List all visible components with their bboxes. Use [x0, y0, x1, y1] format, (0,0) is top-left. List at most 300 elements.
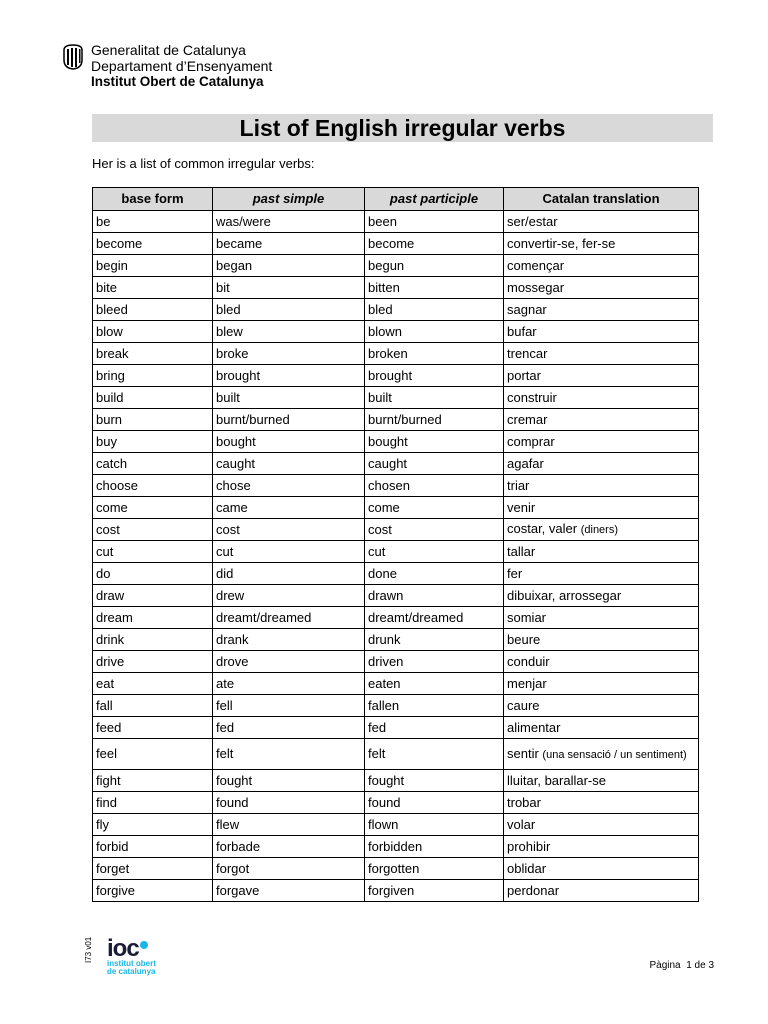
cell-catalan-translation [504, 607, 699, 629]
cell-catalan-translation [504, 792, 699, 814]
cell-base-form-text: fall [96, 697, 113, 713]
cell-catalan-translation [504, 453, 699, 475]
cell-past-simple [213, 453, 365, 475]
table-row [93, 497, 699, 519]
cell-past-participle-text: dreamt/dreamed [368, 609, 464, 625]
cell-past-simple-text: bled [216, 301, 241, 317]
cell-past-simple-text: bit [216, 279, 230, 295]
cell-past-simple-text: blew [216, 323, 243, 339]
cell-past-participle-text: felt [368, 746, 386, 761]
table-row [93, 880, 699, 902]
ioc-dot-icon [140, 941, 148, 949]
cell-past-participle [365, 299, 504, 321]
cell-past-participle [365, 211, 504, 233]
cell-past-simple-text: forgave [216, 882, 260, 898]
cell-past-simple [213, 343, 365, 365]
cell-base-form [93, 299, 213, 321]
cell-past-simple-text: became [216, 235, 263, 251]
cell-catalan-translation-text: costar, valer [507, 521, 578, 536]
table-row [93, 343, 699, 365]
cell-past-participle-text: blown [368, 323, 402, 339]
cell-catalan-translation [504, 695, 699, 717]
table-row [93, 607, 699, 629]
cell-past-participle-text: driven [368, 653, 404, 669]
cell-base-form-text: build [96, 389, 124, 405]
cell-base-form [93, 211, 213, 233]
cell-base-form [93, 541, 213, 563]
cell-past-participle [365, 585, 504, 607]
cell-base-form [93, 739, 213, 770]
cell-past-simple-text: caught [216, 455, 256, 471]
cell-past-simple-text: built [216, 389, 240, 405]
cell-base-form [93, 233, 213, 255]
cell-catalan-translation [504, 519, 699, 541]
ioc-logo-sub1: institut obert [107, 959, 156, 968]
cell-base-form [93, 836, 213, 858]
cell-past-simple [213, 770, 365, 792]
cell-past-simple [213, 475, 365, 497]
cell-catalan-translation [504, 387, 699, 409]
cell-catalan-translation [504, 836, 699, 858]
cell-past-participle-text: fallen [368, 697, 400, 713]
cell-past-participle [365, 880, 504, 902]
cell-catalan-translation-text: lluitar, barallar-se [507, 772, 606, 788]
cell-past-simple [213, 880, 365, 902]
cell-past-participle [365, 541, 504, 563]
document-code: I73 v01 [84, 936, 93, 963]
header-line-departament: Departament d’Ensenyament [91, 58, 273, 74]
cell-catalan-translation-text: ser/estar [507, 213, 558, 229]
cell-catalan-translation [504, 431, 699, 453]
cell-past-simple [213, 717, 365, 739]
cell-past-simple-text: fell [216, 697, 233, 713]
cell-past-simple [213, 695, 365, 717]
cell-past-participle [365, 519, 504, 541]
cell-past-participle [365, 695, 504, 717]
cell-catalan-translation [504, 475, 699, 497]
cell-base-form [93, 695, 213, 717]
table-row [93, 519, 699, 541]
cell-past-participle [365, 497, 504, 519]
table-row [93, 563, 699, 585]
cell-past-simple-text: found [216, 794, 249, 810]
cell-catalan-translation-text: caure [507, 697, 540, 713]
cell-catalan-translation [504, 673, 699, 695]
cell-catalan-translation [504, 563, 699, 585]
cell-past-simple [213, 792, 365, 814]
cell-past-simple [213, 211, 365, 233]
cell-base-form [93, 770, 213, 792]
cell-past-participle-text: built [368, 389, 392, 405]
column-header-base-form: base form [93, 188, 213, 211]
table-row [93, 453, 699, 475]
cell-catalan-translation [504, 585, 699, 607]
cell-past-participle-text: broken [368, 345, 408, 361]
header-line-institut: Institut Obert de Catalunya [91, 74, 264, 89]
cell-base-form-text: drink [96, 631, 125, 647]
table-row [93, 409, 699, 431]
cell-base-form [93, 255, 213, 277]
cell-catalan-translation-text: somiar [507, 609, 547, 625]
cell-past-participle [365, 453, 504, 475]
cell-catalan-translation-text: convertir-se, fer-se [507, 235, 616, 251]
page-total: 3 [708, 960, 714, 971]
cell-past-participle-text: bled [368, 301, 393, 317]
cell-base-form-text: come [96, 499, 128, 515]
cell-base-form-text: become [96, 235, 143, 251]
generalitat-logo-icon [62, 44, 84, 70]
cell-catalan-translation-text: sentir [507, 745, 539, 761]
cell-catalan-translation [504, 880, 699, 902]
cell-catalan-translation-text: cremar [507, 411, 548, 427]
cell-catalan-translation [504, 365, 699, 387]
cell-base-form-text: feed [96, 719, 122, 735]
table-row [93, 255, 699, 277]
cell-past-participle-text: fought [368, 772, 405, 788]
cell-past-participle-text: done [368, 565, 397, 581]
cell-past-participle-text: cut [368, 543, 386, 559]
table-row [93, 717, 699, 739]
page-number [649, 960, 714, 971]
ioc-logo-sub2: de catalunya [107, 967, 156, 976]
cell-past-participle [365, 673, 504, 695]
ioc-logo [107, 935, 156, 976]
table-row [93, 695, 699, 717]
table-row [93, 365, 699, 387]
cell-past-simple-text: flew [216, 816, 240, 832]
cell-base-form [93, 453, 213, 475]
cell-base-form [93, 497, 213, 519]
cell-base-form [93, 651, 213, 673]
column-header-catalan-translation: Catalan translation [504, 188, 699, 211]
cell-past-participle-text: cost [368, 521, 392, 537]
cell-catalan-translation [504, 299, 699, 321]
cell-past-participle [365, 343, 504, 365]
cell-catalan-translation-text: mossegar [507, 279, 565, 295]
cell-base-form-text: drive [96, 653, 125, 669]
cell-catalan-translation-text: conduir [507, 653, 550, 669]
table-row [93, 739, 699, 770]
cell-past-simple-text: was/were [216, 213, 271, 229]
cell-base-form-text: break [96, 345, 129, 361]
cell-base-form-text: do [96, 565, 111, 581]
cell-past-simple [213, 299, 365, 321]
cell-past-participle [365, 739, 504, 770]
catalan-note: (diners) [580, 524, 619, 536]
cell-past-participle [365, 836, 504, 858]
cell-catalan-translation-text: començar [507, 257, 565, 273]
cell-base-form [93, 365, 213, 387]
page-title: List of English irregular verbs [92, 114, 713, 142]
cell-base-form [93, 409, 213, 431]
cell-past-simple [213, 629, 365, 651]
cell-past-simple [213, 387, 365, 409]
cell-past-simple-text: forbade [216, 838, 261, 854]
column-header-past-simple: past simple [213, 188, 365, 211]
cell-past-participle-text: found [368, 794, 401, 810]
cell-catalan-translation [504, 629, 699, 651]
cell-past-simple-text: bought [216, 433, 256, 449]
page-of: de [694, 960, 706, 971]
cell-base-form [93, 880, 213, 902]
cell-past-participle [365, 277, 504, 299]
cell-past-participle [365, 409, 504, 431]
cell-past-simple-text: brought [216, 367, 261, 383]
cell-catalan-translation-text: trobar [507, 794, 541, 810]
cell-past-participle-text: caught [368, 455, 408, 471]
cell-past-participle-text: begun [368, 257, 405, 273]
cell-base-form-text: catch [96, 455, 128, 471]
cell-base-form-text: cut [96, 543, 114, 559]
cell-base-form [93, 814, 213, 836]
cell-base-form-text: feel [96, 746, 117, 761]
cell-past-participle-text: brought [368, 367, 413, 383]
cell-past-participle [365, 387, 504, 409]
cell-catalan-translation [504, 541, 699, 563]
cell-past-simple [213, 739, 365, 770]
cell-past-simple [213, 541, 365, 563]
cell-past-participle-text: forgiven [368, 882, 415, 898]
cell-past-simple-text: drank [216, 631, 249, 647]
cell-catalan-translation-text: volar [507, 816, 536, 832]
cell-past-simple-text: cost [216, 521, 240, 537]
cell-catalan-translation [504, 717, 699, 739]
cell-past-participle [365, 365, 504, 387]
cell-past-participle [365, 814, 504, 836]
table-header-row [93, 188, 699, 211]
cell-base-form-text: fly [96, 816, 109, 832]
cell-past-participle-text: burnt/burned [368, 411, 442, 427]
cell-catalan-translation [504, 814, 699, 836]
table-row [93, 836, 699, 858]
cell-catalan-translation-text: bufar [507, 323, 537, 339]
cell-past-simple [213, 814, 365, 836]
cell-catalan-translation [504, 255, 699, 277]
cell-past-participle [365, 651, 504, 673]
cell-past-simple [213, 431, 365, 453]
cell-past-participle-text: bought [368, 433, 408, 449]
cell-base-form-text: bring [96, 367, 125, 383]
irregular-verbs-table [92, 187, 699, 902]
cell-catalan-translation-text: construir [507, 389, 557, 405]
cell-past-participle-text: drunk [368, 631, 401, 647]
table-row [93, 387, 699, 409]
table-row [93, 211, 699, 233]
cell-past-participle-text: flown [368, 816, 399, 832]
cell-catalan-translation-text: tallar [507, 543, 536, 559]
cell-catalan-translation-text: perdonar [507, 882, 560, 898]
cell-base-form-text: eat [96, 675, 115, 691]
table-row [93, 299, 699, 321]
cell-base-form [93, 629, 213, 651]
cell-base-form [93, 277, 213, 299]
table-row [93, 629, 699, 651]
page-current: 1 [686, 960, 692, 971]
cell-catalan-translation [504, 739, 699, 770]
intro-text: Her is a list of common irregular verbs: [92, 156, 315, 171]
cell-catalan-translation-text: agafar [507, 455, 544, 471]
cell-past-simple [213, 321, 365, 343]
cell-catalan-translation [504, 409, 699, 431]
cell-catalan-translation [504, 211, 699, 233]
catalan-note: (una sensació / un sentiment) [542, 748, 687, 761]
cell-past-simple [213, 858, 365, 880]
cell-catalan-translation [504, 233, 699, 255]
cell-past-simple [213, 519, 365, 541]
cell-base-form [93, 673, 213, 695]
cell-base-form [93, 387, 213, 409]
cell-past-simple-text: broke [216, 345, 249, 361]
cell-catalan-translation-text: fer [507, 565, 523, 581]
cell-catalan-translation [504, 770, 699, 792]
cell-past-simple [213, 233, 365, 255]
cell-base-form [93, 792, 213, 814]
cell-past-participle [365, 321, 504, 343]
cell-past-participle-text: become [368, 235, 415, 251]
cell-past-simple [213, 277, 365, 299]
cell-base-form-text: choose [96, 477, 138, 493]
table-row [93, 651, 699, 673]
table-row [93, 814, 699, 836]
cell-base-form-text: cost [96, 521, 120, 537]
cell-base-form-text: blow [96, 323, 123, 339]
cell-past-participle-text: forgotten [368, 860, 420, 876]
cell-past-participle [365, 563, 504, 585]
table-row [93, 431, 699, 453]
table-row [93, 541, 699, 563]
cell-past-participle-text: come [368, 499, 400, 515]
cell-past-simple-text: felt [216, 746, 234, 761]
cell-past-simple [213, 673, 365, 695]
cell-catalan-translation-text: menjar [507, 675, 547, 691]
cell-catalan-translation-text: beure [507, 631, 541, 647]
cell-past-simple [213, 365, 365, 387]
table-row [93, 475, 699, 497]
page-label: Pàgina [649, 960, 681, 971]
cell-past-participle-text: been [368, 213, 397, 229]
cell-past-participle [365, 431, 504, 453]
cell-past-participle [365, 717, 504, 739]
cell-base-form [93, 475, 213, 497]
cell-past-participle [365, 629, 504, 651]
cell-catalan-translation-text: venir [507, 499, 536, 515]
cell-past-simple [213, 585, 365, 607]
column-header-past-participle: past participle [365, 188, 504, 211]
cell-past-simple-text: did [216, 565, 234, 581]
cell-past-simple [213, 255, 365, 277]
cell-past-simple-text: forgot [216, 860, 250, 876]
cell-past-participle [365, 475, 504, 497]
cell-base-form-text: bite [96, 279, 117, 295]
cell-base-form [93, 858, 213, 880]
table-row [93, 792, 699, 814]
cell-past-participle-text: bitten [368, 279, 400, 295]
cell-past-simple-text: fought [216, 772, 253, 788]
cell-past-simple-text: dreamt/dreamed [216, 609, 312, 625]
cell-past-simple-text: cut [216, 543, 234, 559]
ioc-logo-text: ioc [107, 935, 139, 962]
cell-past-simple-text: drove [216, 653, 249, 669]
cell-base-form [93, 563, 213, 585]
cell-past-participle [365, 792, 504, 814]
cell-base-form [93, 343, 213, 365]
cell-base-form-text: forget [96, 860, 130, 876]
cell-past-simple [213, 607, 365, 629]
cell-past-simple-text: chose [216, 477, 251, 493]
cell-past-simple [213, 651, 365, 673]
table-row [93, 233, 699, 255]
cell-catalan-translation [504, 321, 699, 343]
cell-past-simple-text: drew [216, 587, 245, 603]
cell-catalan-translation-text: triar [507, 477, 530, 493]
cell-base-form-text: be [96, 213, 111, 229]
cell-past-simple-text: ate [216, 675, 235, 691]
cell-past-simple [213, 497, 365, 519]
header-line-generalitat: Generalitat de Catalunya [91, 42, 246, 58]
cell-catalan-translation [504, 858, 699, 880]
cell-base-form-text: bleed [96, 301, 128, 317]
table-row [93, 673, 699, 695]
cell-base-form-text: buy [96, 433, 117, 449]
table-row [93, 770, 699, 792]
cell-base-form [93, 717, 213, 739]
cell-base-form [93, 321, 213, 343]
cell-base-form-text: begin [96, 257, 128, 273]
cell-past-simple-text: came [216, 499, 248, 515]
cell-past-participle-text: chosen [368, 477, 410, 493]
cell-past-simple [213, 563, 365, 585]
cell-catalan-translation-text: prohibir [507, 838, 551, 854]
cell-catalan-translation-text: alimentar [507, 719, 561, 735]
cell-past-simple [213, 409, 365, 431]
table-row [93, 321, 699, 343]
cell-base-form-text: forgive [96, 882, 136, 898]
cell-past-simple [213, 836, 365, 858]
cell-base-form [93, 607, 213, 629]
cell-past-participle [365, 233, 504, 255]
cell-catalan-translation [504, 651, 699, 673]
cell-base-form [93, 585, 213, 607]
cell-base-form-text: forbid [96, 838, 129, 854]
cell-past-participle [365, 255, 504, 277]
cell-past-simple-text: burnt/burned [216, 411, 290, 427]
cell-base-form-text: find [96, 794, 117, 810]
table-row [93, 858, 699, 880]
cell-past-participle-text: eaten [368, 675, 401, 691]
cell-catalan-translation [504, 343, 699, 365]
cell-catalan-translation [504, 277, 699, 299]
cell-base-form [93, 431, 213, 453]
cell-past-simple-text: began [216, 257, 253, 273]
cell-past-participle-text: drawn [368, 587, 404, 603]
cell-catalan-translation-text: comprar [507, 433, 555, 449]
cell-base-form-text: draw [96, 587, 125, 603]
cell-catalan-translation-text: sagnar [507, 301, 547, 317]
cell-past-participle [365, 607, 504, 629]
cell-catalan-translation [504, 497, 699, 519]
table-row [93, 277, 699, 299]
cell-past-participle [365, 858, 504, 880]
table-row [93, 585, 699, 607]
cell-past-participle-text: forbidden [368, 838, 423, 854]
cell-base-form-text: dream [96, 609, 133, 625]
cell-past-simple-text: fed [216, 719, 235, 735]
cell-base-form-text: fight [96, 772, 121, 788]
cell-catalan-translation-text: portar [507, 367, 541, 383]
cell-base-form-text: burn [96, 411, 123, 427]
cell-catalan-translation-text: trencar [507, 345, 548, 361]
cell-catalan-translation-text: oblidar [507, 860, 547, 876]
